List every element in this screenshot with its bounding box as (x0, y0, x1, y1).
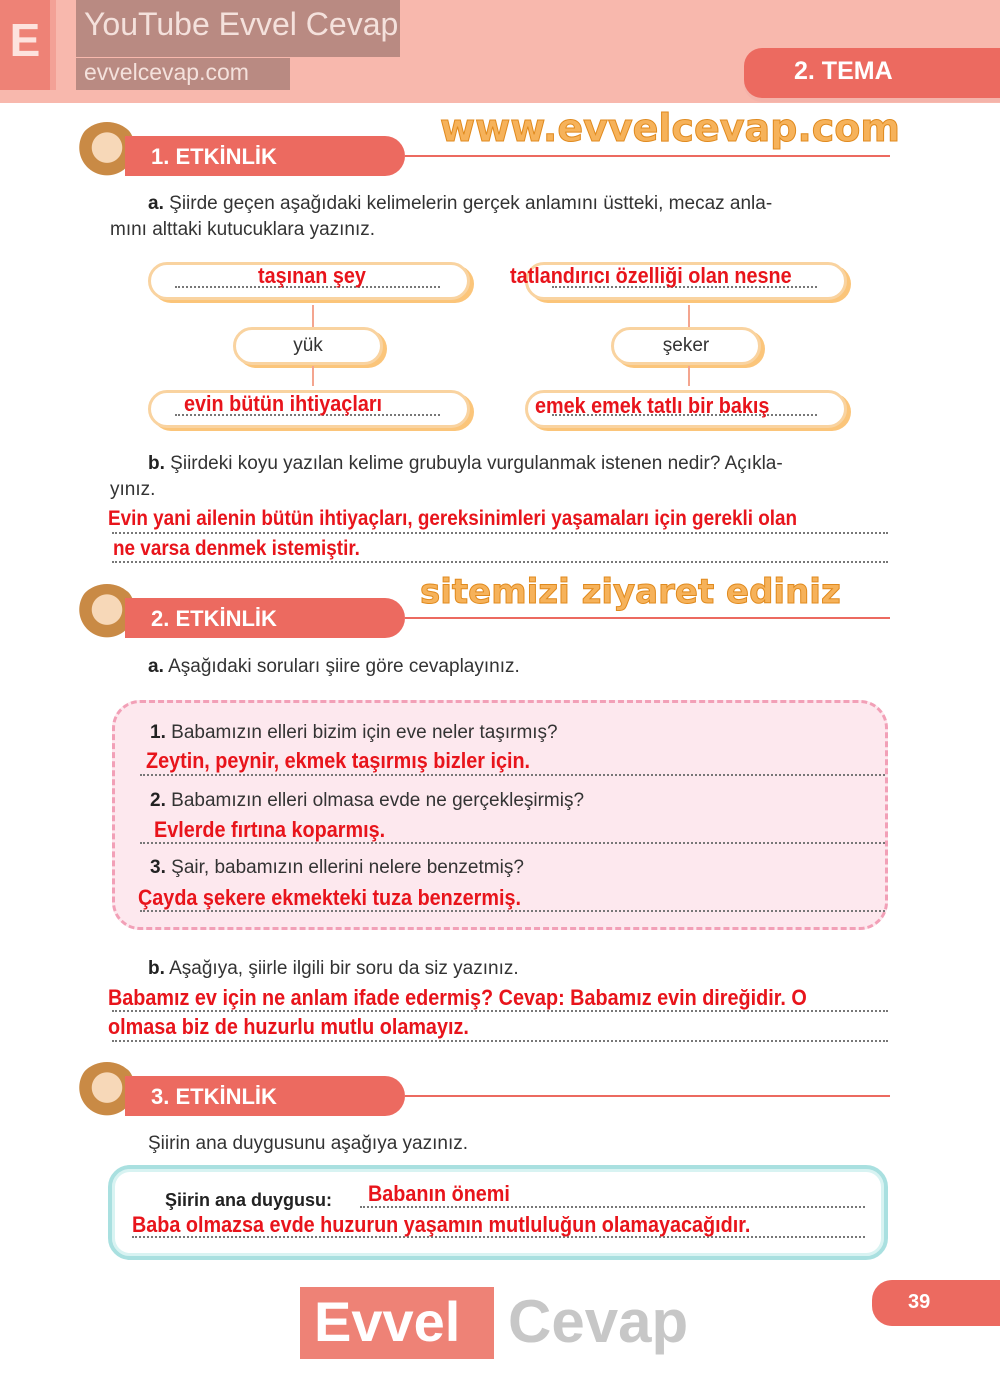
label-a: a. (148, 656, 164, 677)
section-title: 3. ETKİNLİK (125, 1076, 405, 1116)
answer: Evlerde fırtına koparmış. (154, 817, 386, 842)
s1-a-instruction (110, 193, 900, 241)
question-1 (150, 722, 558, 744)
site-label: evvelcevap.com (76, 58, 290, 90)
divider (405, 617, 890, 619)
num: 3. (150, 857, 166, 878)
text: Şiirde geçen aşağıdaki kelimelerin gerçek anlamını üstteki, mecaz anla- (169, 193, 773, 214)
answer: ne varsa denmek istemiştir. (113, 537, 360, 560)
section-title: 1. ETKİNLİK (125, 136, 405, 176)
brand-cevap: Cevap (508, 1288, 689, 1355)
num: 1. (150, 722, 166, 743)
text: Babamızın elleri olmasa evde ne gerçekleşirmiş? (171, 790, 585, 811)
text: Şiirdeki koyu yazılan kelime grubuyla vurgulanmak istenen nedir? Açıkla- (170, 453, 783, 474)
answer: Evin yani ailenin bütün ihtiyaçları, gereksinimleri yaşamaları için gerekli olan (108, 507, 798, 530)
arrow-down-icon (688, 366, 690, 386)
page-number: 39 (872, 1280, 1000, 1326)
answer: Babanın önemi (368, 1181, 510, 1206)
arrow-down-icon (312, 366, 314, 386)
question-3 (150, 857, 524, 879)
section-title: 2. ETKİNLİK (125, 598, 405, 638)
text: Aşağıdaki soruları şiire göre cevaplayınız. (168, 656, 520, 677)
divider (405, 155, 890, 157)
answer: taşınan şey (258, 263, 366, 288)
answer: Çayda şekere ekmekteki tuza benzermiş. (138, 885, 522, 910)
answer: olmasa biz de huzurlu mutlu olamayız. (108, 1014, 469, 1039)
dotted-line (112, 1040, 888, 1042)
tema-tab: 2. TEMA (744, 48, 1000, 98)
label-a: a. (148, 193, 164, 214)
question-2 (150, 790, 584, 812)
word-seker: şeker (611, 327, 761, 365)
num: 2. (150, 790, 166, 811)
dotted-line (112, 532, 888, 534)
divider (405, 1095, 890, 1097)
youtube-label: YouTube Evvel Cevap (76, 0, 400, 57)
answer: Zeytin, peynir, ekmek taşırmış bizler için. (146, 748, 531, 773)
answer: Babamız ev için ne anlam ifade edermiş? Cevap: Babamız evin direğidir. O (108, 985, 807, 1010)
text: Şair, babamızın ellerini nelere benzetmiş? (171, 857, 524, 878)
word-yuk: yük (233, 327, 383, 365)
logo: E (0, 0, 56, 90)
watermark: sitemizi ziyaret ediniz (420, 572, 841, 612)
s2-b-instruction (148, 958, 519, 980)
answer: tatlandırıcı özelliği olan nesne (510, 263, 792, 288)
text: Aşağıya, şiirle ilgili bir soru da siz yazınız. (169, 958, 519, 979)
section-3-header (75, 1072, 890, 1122)
label-b: b. (148, 453, 165, 474)
duygu-label: Şiirin ana duygusu: (165, 1190, 333, 1210)
text: yınız. (110, 479, 156, 500)
dotted-line (140, 774, 885, 776)
arrow-up-icon (688, 305, 690, 327)
text: Babamızın elleri bizim için eve neler taşırmış? (171, 722, 558, 743)
answer: evin bütün ihtiyaçları (184, 391, 383, 416)
watermark: www.evvelcevap.com (440, 106, 901, 150)
label-b: b. (148, 958, 165, 979)
dotted-line (112, 561, 888, 563)
answer: emek emek tatlı bir bakış (535, 393, 770, 418)
s3-instruction: Şiirin ana duygusunu aşağıya yazınız. (148, 1133, 469, 1154)
brand-evvel: Evvel (300, 1287, 494, 1359)
s2-a-instruction (148, 656, 520, 678)
text: mını alttaki kutucuklara yazınız. (110, 219, 376, 240)
s1-b-instruction (110, 453, 900, 501)
answer: Baba olmazsa evde huzurun yaşamın mutluluğun olamayacağıdır. (132, 1212, 751, 1237)
arrow-up-icon (312, 305, 314, 327)
